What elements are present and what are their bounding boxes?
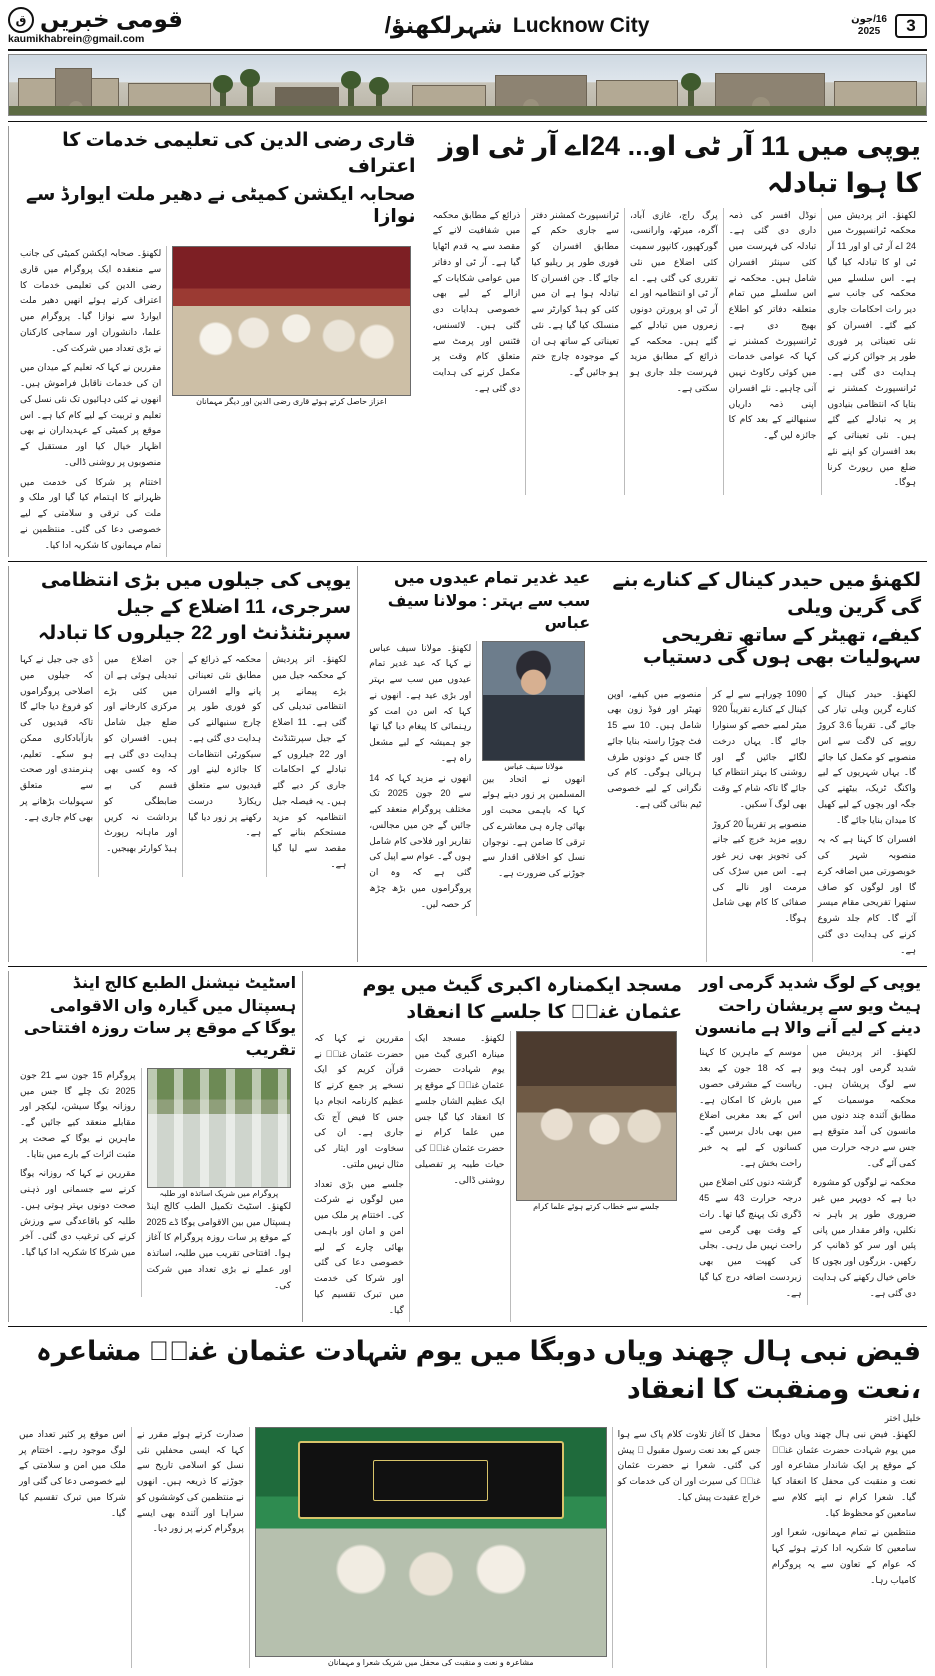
column [808,1045,921,1305]
paragraph: انھوں نے اتحاد بین المسلمین پر زور دیتے ہوئے کہا کہ باہمی محبت اور بھائی چارہ ہی معاشرے کی ترقی کا ضامن ہے۔ نوجوان نسل کو اخلاقی اقدار سے جوڑنے کی ضرورت ہے۔ [482,773,586,879]
article-heatwave-monsoon [688,971,927,1322]
paragraph: گزشتہ دنوں کئی اضلاع میں درجہ حرارت 43 سے 45 ڈگری تک پہنچ گیا تھا۔ رات کے وقت بھی گرمی سے راحت نہیں مل رہی۔ بجلی کی کھپت میں بھی زبردست اضافہ درج کیا گیا ہے۔ [699,1177,802,1298]
brand-logo-icon: ق [8,7,34,33]
photo-maulana-portrait [482,641,585,761]
photo-caption: مشاعرہ و نعت و منقبت کی محفل میں شریک شعرا و مہمانان [327,1657,534,1667]
section-bottom [8,1331,927,1668]
photo-jalsa-gathering [516,1031,678,1201]
paragraph: پروگرام 15 جون سے 21 جون 2025 تک چلے گا جس میں روزانہ یوگا سیشن، لیکچر اور مقابلے منعقد کیے جائیں گے۔ ماہرین نے یوگا کے صحت پر مثبت اثرات کے بارے میں بتایا۔ [20,1069,136,1159]
paragraph: لکھنؤ۔ اسٹیٹ تکمیل الطب کالج اینڈ ہسپتال میں بین الاقوامی یوگا ڈے 2025 کے موقع پر سات روزہ پروگرام کا آغاز ہوا۔ افتتاحی تقریب میں طلبہ، اساتذہ اور عملے نے بڑی تعداد میں شرکت کی۔ [146,1200,292,1290]
column [707,687,812,963]
paragraph: پرگ راج، غازی آباد، آگرہ، میرٹھ، وارانسی، گورکھپور، کانپور سمیت کئی اضلاع میں نئی تقرری کی گئی ہے۔ اے آر ٹی او انتظامیہ اور اے آر ٹی او پرورتن دونوں زمروں میں تبادلے کیے گئے ہیں۔ محکمہ کے ذرائع کے مطابق مزید فہرست جلد جاری ہو سکتی ہے۔ [629,209,718,393]
divider [8,121,927,122]
column [724,208,823,496]
paragraph: جلسے میں بڑی تعداد میں لوگوں نے شرکت کی۔ اختتام پر ملک میں امن و امان اور باہمی بھائی چارے کے لیے خصوصی دعا کی گئی اور شرکا کی خدمت میں تبرک تقسیم کیا گیا۔ [314,1178,404,1315]
article-yoga-day [8,971,302,1322]
paragraph: محفل کا آغاز تلاوت کلام پاک سے ہوا جس کے بعد نعت رسول مقبول ﷺ پیش کی گئی۔ شعرا نے حضرت عثمان غنیؓ کی سیرت اور ان کی خدمات کو خراج عقیدت پیش کیا۔ [617,1428,761,1502]
column [15,1068,141,1298]
column [694,1045,807,1305]
subheadline: کیفے، تھیٹر کے ساتھ تفریحی سہولیات بھی ہوں گی دستیاب [642,623,921,667]
paragraph: 1090 چوراہے سے لے کر کینال کے کنارے تقریباً 920 میٹر لمبے حصے کو سنوارا جائے گا۔ یہاں درخت لگائے جائیں گے اور روشنی کا بہتر انتظام کیا جائے گا تاکہ شام کے وقت بھی لوگ آ سکیں۔ [712,688,807,809]
brand-name: قومی خبریں [40,6,183,32]
paragraph: صدارت کرتے ہوئے مقرر نے کہا کہ ایسی محفلیں نئی نسل کو اسلامی تاریخ سے جوڑنے کا ذریعہ ہیں۔ انھوں نے منتظمین کی کوششوں کو سراہا اور آئندہ بھی ایسے پروگرام کرنے پر زور دیا۔ [136,1428,244,1534]
column [132,1427,250,1668]
article-columns [309,1031,682,1323]
photo-caption: اعزاز حاصل کرتے ہوئے قاری رضی الدین اور دیگر مہمانان [196,397,387,407]
article-photo-block [167,246,415,557]
article-columns [364,641,590,917]
paragraph: اختتام پر شرکا کی خدمت میں ظہرانے کا اہتمام کیا گیا اور ملک و ملت کی ترقی و سلامتی کے لیے خصوصی دعا کی گئی۔ منتظمین نے تمام مہمانوں کا شکریہ ادا کیا۔ [20,476,162,550]
paragraph: لکھنؤ۔ فیض نبی ہال چھند ویاں دوبگا میں یوم شہادت حضرت عثمان غنیؓ کے موقع پر ایک شاندار مشاعرہ اور نعت و منقبت کی محفل کا انعقاد کیا گیا۔ شعرا کرام نے اپنے کلام سے سامعین کو محظوظ کیا۔ [771,1428,916,1518]
page-number: 3 [895,14,927,38]
article-columns [14,1427,921,1668]
edition-title-ur: شہرلکھنؤ/ [384,12,503,38]
headline: یوپی کی جیلوں میں بڑی انتظامی سرجری، 11 اضلاع کے جیل سپرنٹنڈنٹ اور 22 جیلروں کا تبادلہ [38,570,352,644]
edition-title-en: Lucknow City [512,13,650,37]
article-photo-block [142,1068,297,1298]
article-columns [694,1045,921,1305]
issue-date-day: 16/جون [851,14,887,25]
paragraph: مقررین نے کہا کہ روزانہ یوگا کرنے سے جسمانی اور ذہنی صحت دونوں بہتر ہوتی ہیں۔ طلبہ کو باقاعدگی سے ورزش کرنے کی ترغیب دی گئی۔ آخر میں شرکا کا شکریہ ادا کیا گیا۔ [20,1168,136,1258]
headline: عید غدیر تمام عیدوں میں سب سے بہتر : مولانا سیف عباس [387,570,591,633]
column [625,208,724,496]
issue-date [851,14,887,37]
column [309,1031,410,1323]
subheadline: صحابہ ایکشن کمیٹی نے دھیر ملت ایوارڈ سے نوازا [26,183,416,227]
headline: قاری رضی الدین کی تعلیمی خدمات کا اعتراف [62,130,416,178]
article-faiz-nabi-hall [8,1331,927,1668]
paragraph: منصوبے میں کیفے، اوپن تھیٹر اور فوڈ زون بھی شامل ہیں۔ 10 سے 15 فٹ چوڑا راستہ بنایا جائے گا جس کے دونوں طرف ہریالی ہوگی۔ کام کی نگرانی کے لیے خصوصی ٹیم بنائی گئی ہے۔ [607,688,702,809]
paragraph: لکھنؤ۔ اتر پردیش کے محکمہ جیل میں بڑے پیمانے پر انتظامی تبدیلی کی گئی ہے۔ 11 اضلاع کے جیل سپرنٹنڈنٹ اور 22 جیلروں کے تبادلے کے احکامات جاری کر دیے گئے ہیں۔ یہ فیصلہ جیل انتظامیہ کو مزید مستحکم بنانے کے مقصد سے لیا گیا ہے۔ [272,654,347,869]
paragraph: لکھنؤ۔ صحابہ ایکشن کمیٹی کی جانب سے منعقدہ ایک پروگرام میں قاری رضی الدین کی تعلیمی خدمات کا اعتراف کرتے ہوئے انھیں دھیر ملت ایوارڈ سے نوازا گیا۔ پروگرام میں علما، دانشوران اور سماجی کارکنان نے بڑی تعداد میں شرکت کی۔ [20,248,162,353]
city-skyline-banner [8,54,927,116]
skyline-graphic [9,55,926,115]
article-photo-block [477,641,590,917]
stage-banner [298,1441,564,1519]
column [613,1427,767,1668]
article-green-valley [596,566,927,962]
paragraph: مقررین نے کہا کہ حضرت عثمان غنیؓ نے قرآن کریم کو ایک نسخے پر جمع کرنے کا عظیم کارنامہ انجام دیا جس کا فیض آج تک جاری ہے۔ ان کی سخاوت اور ایثار کی مثال نہیں ملتی۔ [314,1032,404,1169]
photo-caption: مولانا سیف عباس [504,761,564,771]
paragraph: لکھنؤ۔ اتر پردیش میں محکمہ ٹرانسپورٹ میں 24 اے آر ٹی او اور 11 آر ٹی او کا تبادلہ کیا گیا ہے۔ اس سلسلے میں محکمہ کی جانب سے دیر رات احکامات جاری کیے گئے۔ افسران کو نئی تعیناتی پر فوری طور پر جوائن کرنے کی ہدایت دی گئی ہے۔ ٹرانسپورٹ کمشنر نے بتایا کہ انتظامی بنیادوں پر یہ تبادلے کیے گئے ہیں۔ نئی تعیناتی کے بعد افسران کو اپنے نئے ضلع میں رپورٹ کرنا ہوگا۔ [827,209,916,488]
edition-title [183,12,851,39]
paragraph: منصوبے پر تقریباً 20 کروڑ روپے مزید خرچ کیے جانے کی تجویز بھی زیر غور ہے۔ اس میں سڑک کی مرمت اور نالے کی صفائی کا کام بھی شامل ہوگا۔ [712,818,807,924]
column [526,208,625,496]
section-third [8,971,927,1322]
article-columns [428,208,921,496]
photo-mushaira-stage [255,1427,607,1657]
paragraph: لکھنؤ۔ حیدر کینال کے کنارے گرین ویلی تیار کی جائے گی۔ تقریباً 3.6 کروڑ روپے کی لاگت سے اس منصوبے کو مکمل کیا جائے گا۔ یہاں شہریوں کے لیے واکنگ ٹریک، بیٹھنے کی جگہ اور بچوں کے لیے کھیل کا میدان بنایا جائے گا۔ [817,688,916,825]
paragraph: محکمہ کے ذرائع کے مطابق نئی تعیناتی پانے والے افسران کو فوری طور پر چارج سنبھالنے کی ہدایت دی گئی ہے۔ سیکورٹی انتظامات کا جائزہ لینے اور قیدیوں سے متعلق ریکارڈ درست رکھنے پر زور دیا گیا ہے۔ [188,654,262,838]
photo-award-ceremony [172,246,410,396]
column [428,208,527,496]
paragraph: لکھنؤ۔ مولانا سیف عباس نے کہا کہ عید غدیر تمام عیدوں میں سب سے بہتر اور بڑی عید ہے۔ انھوں نے کہا کہ اس دن امت کو رہنمائی کا پیغام دیا گیا تھا جو ہمیشہ کے لیے مشعل راہ ہے۔ [369,642,472,763]
paragraph: نوڈل افسر کی ذمہ داری دی گئی ہے۔ تبادلہ کی فہرست میں کئی سینئر افسران شامل ہیں۔ محکمہ نے اس سلسلے میں تمام متعلقہ دفاتر کو اطلاع بھیج دی ہے۔ ٹرانسپورٹ کمشنر نے کہا کہ عوامی خدمات میں کوئی رکاوٹ نہیں آنی چاہیے۔ نئے افسران اپنی ذمہ داریاں سنبھالنے کے بعد کام کا جائزہ لیں گے۔ [728,209,817,440]
column [813,687,921,963]
column [99,652,183,877]
article-qari-razi-award [8,126,422,557]
photo-yoga-group [147,1068,292,1188]
section-second [8,566,927,962]
column [767,1427,921,1668]
masthead-right [8,6,183,45]
paragraph: افسران کا کہنا ہے کہ یہ منصوبہ شہر کی خوبصورتی میں اضافہ کرے گا اور لوگوں کو صاف ستھرا تفریحی مقام میسر آئے گا۔ کام جلد شروع کرنے کی ہدایت دی گئی ہے۔ [817,834,916,955]
paragraph: ڈی جی جیل نے کہا کہ جیلوں میں اصلاحی پروگراموں کو فروغ دیا جائے گا تاکہ قیدیوں کی بازآبادکاری ممکن ہو سکے۔ تعلیم، ہنرمندی اور صحت سے متعلق سہولیات بڑھانے پر بھی کام جاری ہے۔ [20,654,94,822]
column [267,652,351,877]
headline: اسٹیٹ نیشنل الطبع کالج اینڈ ہسپتال میں گیارہ واں الاقوامی یوگا کے موقع پر سات روزہ افتتاحی تقریب [23,975,297,1060]
paragraph: موسم کے ماہرین کا کہنا ہے کہ 18 جون کے بعد ریاست کے مشرقی حصوں میں بارش کا امکان ہے۔ اس کے بعد مغربی اضلاع میں بھی بادل برسیں گے۔ کسانوں کے لیے یہ خبر راحت بخش ہے۔ [699,1047,802,1168]
masthead-left [851,14,927,38]
column [602,687,707,963]
brand [8,6,183,33]
column [364,641,477,917]
issue-date-year: 2025 [857,25,881,37]
article-eid-ghadeer [357,566,596,962]
headline: یوپی کے لوگ شدید گرمی اور ہیٹ ویو سے پریشان راحت دینے کے لیے آنے والا ہے مانسون [694,975,921,1038]
divider [8,561,927,562]
section-top [8,126,927,557]
headline: مسجد ایکمنارہ اکبری گیٹ میں یوم عثمان غنیؓ کا جلسے کا انعقاد [362,975,683,1023]
paragraph: لکھنؤ۔ اتر پردیش میں شدید گرمی اور ہیٹ ویو سے لوگ پریشان ہیں۔ محکمہ موسمیات کے مطابق آئندہ چند دنوں میں مانسون کی آمد متوقع ہے جس سے درجہ حرارت میں کمی آئے گی۔ [812,1047,916,1168]
paragraph: مقررین نے کہا کہ تعلیم کے میدان میں ان کی خدمات ناقابل فراموش ہیں۔ انھوں نے کئی دہائیوں تک نئی نسل کی تعلیم و تربیت کے لیے کام کیا ہے۔ اس موقع پر کمیٹی کے عہدیداران نے بھی اظہار خیال کیا اور مستقبل کے منصوبوں پر روشنی ڈالی۔ [20,362,162,467]
article-columns [15,1068,296,1298]
headline: لکھنؤ میں حیدر کینال کے کنارے بنے گی گرین ویلی [612,570,921,618]
column [15,652,99,877]
column [183,652,267,877]
divider [8,966,927,967]
paragraph: انھوں نے مزید کہا کہ 14 سے 20 جون 2025 تک مختلف پروگرام منعقد کیے جائیں گے جن میں مجالس، تقاریر اور فلاحی کام شامل ہوں گے۔ عوام سے اپیل کی گئی ہے کہ وہ ان پروگراموں میں بڑھ چڑھ کر حصہ لیں۔ [369,772,472,909]
headline: فیض نبی ہال چھند ویاں دوبگا میں یوم شہادت عثمان غنیؓ مشاعرہ ،نعت ومنقبت کا انعقاد [35,1336,921,1404]
paragraph: ذرائع کے مطابق محکمہ میں شفافیت لانے کے مقصد سے یہ قدم اٹھایا گیا ہے۔ آر ٹی او دفاتر میں عوامی شکایات کے ازالے کے لیے بھی خصوصی ہدایات دی گئی ہیں۔ لائسنس، فٹنس اور پرمٹ سے متعلق کام وقت پر مکمل کرنے کی ہدایت دی گئی ہے۔ [432,209,521,393]
masthead [8,6,927,51]
column [410,1031,511,1323]
column [822,208,921,496]
column [15,246,167,557]
article-rto-transfers [422,126,927,557]
contact-email: kaumikhabrein@gmail.com [8,33,145,45]
paragraph: ٹرانسپورٹ کمشنر دفتر سے جاری حکم کے مطابق افسران کو فوری طور پر ریلیو کیا جائے گا۔ جن افسران کا تبادلہ ہوا ہے ان میں کئی کو ہیڈ کوارٹر سے منسلک کیا گیا ہے۔ نئی تعیناتی کے ساتھ ہی ان کے موجودہ چارج ختم ہو جائیں گے۔ [531,209,619,377]
article-jail-transfers [8,566,357,962]
paragraph: لکھنؤ۔ مسجد ایک مینارہ اکبری گیٹ میں یوم شہادت حضرت عثمان غنیؓ کے موقع پر ایک عظیم الشان جلسے کا انعقاد کیا گیا جس میں علما کرام نے حضرت عثمان غنیؓ کی حیات طیبہ پر تفصیلی روشنی ڈالی۔ [414,1032,505,1185]
divider [8,1326,927,1327]
paragraph: جن اضلاع میں تبدیلی ہوئی ہے ان میں کئی بڑے مرکزی کارخانے اور ضلع جیل شامل ہیں۔ افسران کو ہدایت دی گئی ہے کہ وہ کسی بھی قسم کی بے ضابطگی کو برداشت نہ کریں اور ماہانہ رپورٹ ہیڈ کوارٹر بھیجیں۔ [104,654,178,854]
article-photo-block [250,1427,613,1668]
article-columns [602,687,921,963]
paragraph: محکمہ نے لوگوں کو مشورہ دیا ہے کہ دوپہر میں غیر ضروری طور پر باہر نہ نکلیں، وافر مقدار میں پانی پئیں اور سر کو ڈھانپ کر رکھیں۔ بزرگوں اور بچوں کا خاص خیال رکھنے کی ہدایت دی گئی ہے۔ [812,1177,916,1298]
article-columns [15,246,416,557]
byline: خلیل اختر [884,1412,921,1423]
article-columns [15,652,351,877]
photo-caption: جلسے سے خطاب کرتے ہوئے علما کرام [533,1201,660,1211]
column [14,1427,132,1668]
paragraph: اس موقع پر کثیر تعداد میں لوگ موجود رہے۔ اختتام پر ملک میں امن و سلامتی کے لیے خصوصی دعا کی گئی اور شرکا میں تبرک تقسیم کیا گیا۔ [19,1428,126,1518]
article-masjid-ek-minara [302,971,688,1322]
article-photo-block [511,1031,683,1323]
photo-caption: پروگرام میں شریک اساتذہ اور طلبہ [159,1188,279,1198]
paragraph: منتظمین نے تمام مہمانوں، شعرا اور سامعین کا شکریہ ادا کرتے ہوئے کہا کہ عوام کے تعاون سے یہ پروگرام کامیاب رہا۔ [771,1527,916,1585]
headline: یوپی میں 11 آر ٹی او... 24اے آر ٹی اوز کا ہوا تبادلہ [438,131,921,199]
